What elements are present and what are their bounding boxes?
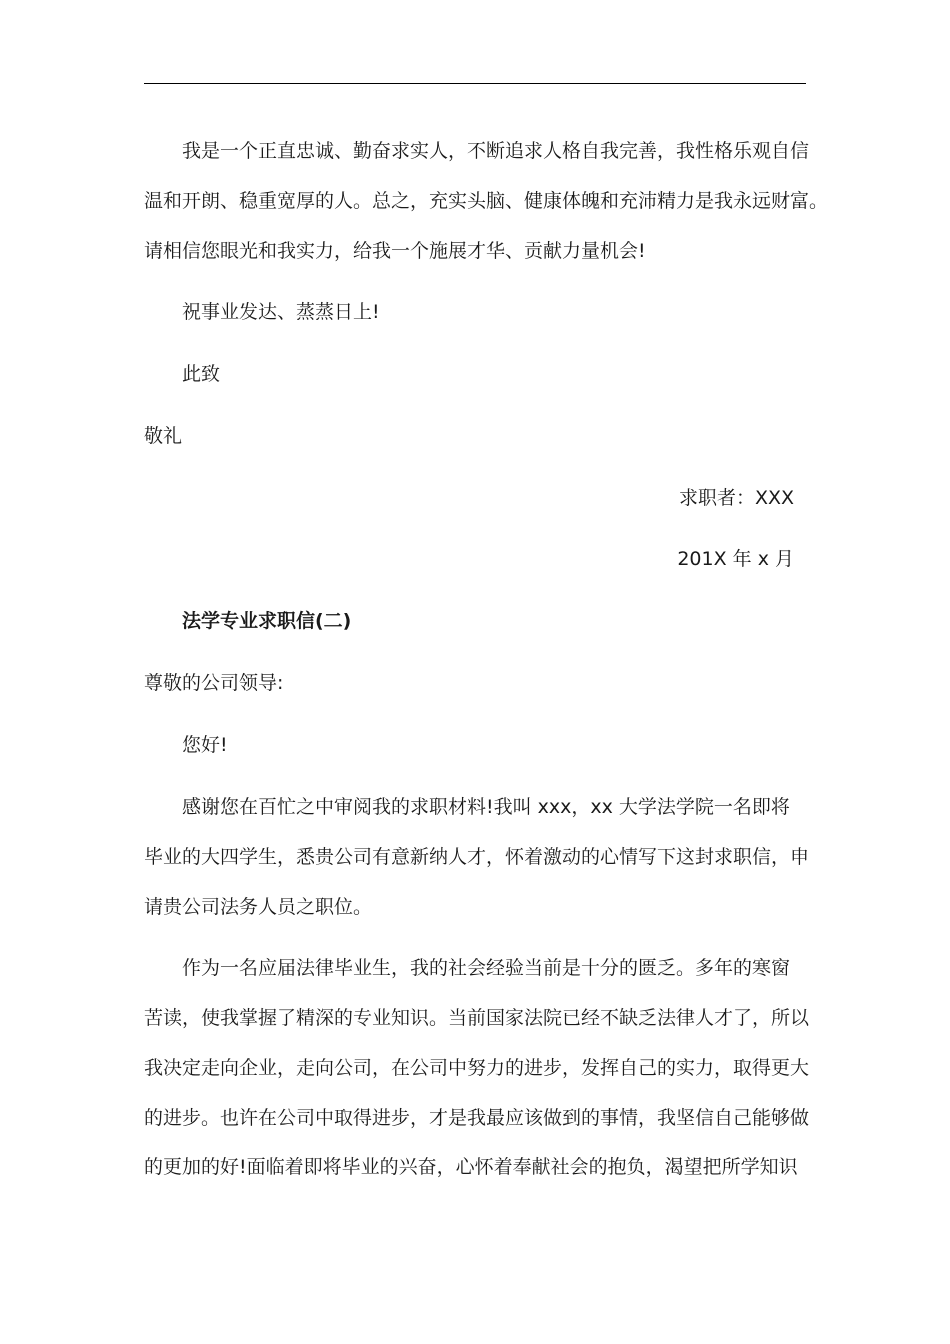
paragraph-line: 作为一名应届法律毕业生，我的社会经验当前是十分的匮乏。多年的寒窗 [182, 957, 791, 979]
wish-line: 祝事业发达、蒸蒸日上! [182, 301, 380, 323]
paragraph-line: 请贵公司法务人员之职位。 [144, 896, 373, 918]
date: 201X 年 x 月 [677, 548, 794, 570]
paragraph-line: 我是一个正直忠诚、勤奋求实人，不断追求人格自我完善，我性格乐观自信 [182, 140, 810, 162]
salutation-line: 此致 [182, 363, 221, 385]
paragraph-line: 苦读，使我掌握了精深的专业知识。当前国家法院已经不缺乏法律人才了，所以 [144, 1007, 810, 1029]
paragraph-line: 我决定走向企业，走向公司，在公司中努力的进步，发挥自己的实力，取得更大 [144, 1057, 810, 1079]
paragraph-line: 毕业的大四学生，悉贵公司有意新纳人才，怀着激动的心情写下这封求职信，申 [144, 846, 810, 868]
paragraph-line: 的更加的好!面临着即将毕业的兴奋，心怀着奉献社会的抱负，渴望把所学知识 [144, 1156, 798, 1178]
signature: 求职者：XXX [678, 487, 794, 509]
paragraph-line: 感谢您在百忙之中审阅我的求职材料!我叫 xxx，xx 大学法学院一名即将 [182, 796, 790, 818]
paragraph-line: 的进步。也许在公司中取得进步，才是我最应该做到的事情，我坚信自己能够做 [144, 1107, 810, 1129]
hello-line: 您好! [182, 734, 228, 756]
salutation-line: 敬礼 [144, 425, 183, 447]
section-title: 法学专业求职信(二) [182, 610, 352, 632]
paragraph-line: 请相信您眼光和我实力，给我一个施展才华、贡献力量机会! [144, 240, 646, 262]
header-rule [144, 83, 806, 84]
paragraph-line: 温和开朗、稳重宽厚的人。总之，充实头脑、健康体魄和充沛精力是我永远财富。 [144, 190, 829, 212]
greeting: 尊敬的公司领导: [144, 672, 284, 694]
